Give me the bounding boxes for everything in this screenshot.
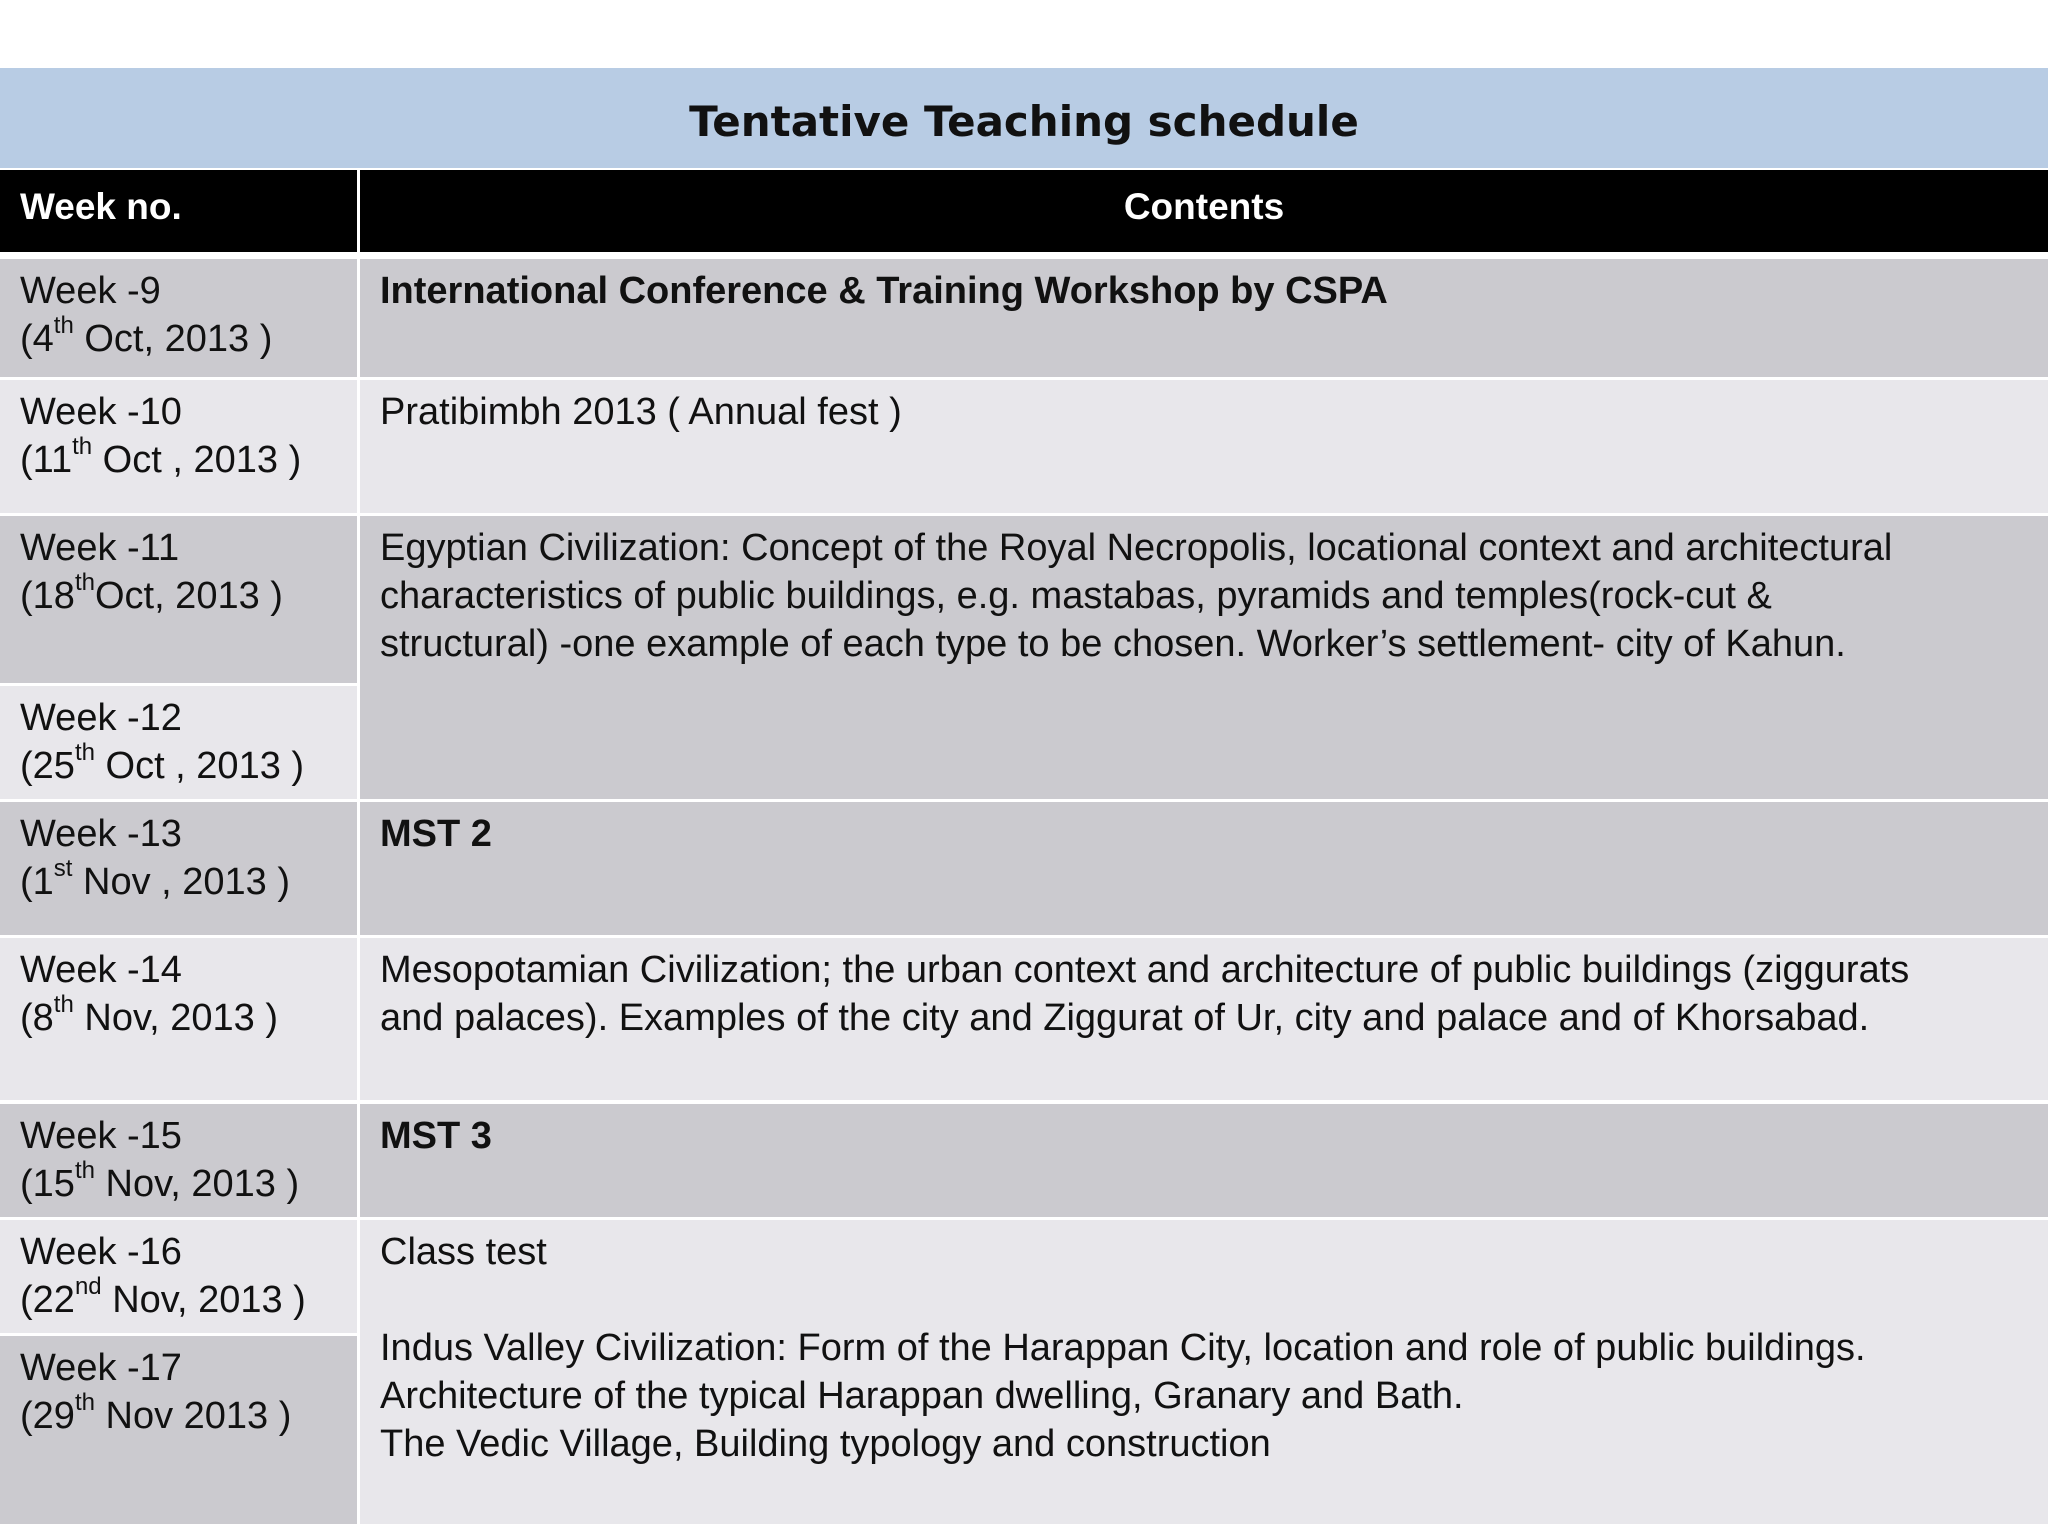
- week-date: (4th Oct, 2013 ): [20, 312, 273, 360]
- week-cell: [0, 802, 357, 935]
- header-contents: Contents: [360, 170, 2048, 252]
- content-text: and palaces). Examples of the city and Ziggurat of Ur, city and palace and of Khorsabad.: [380, 997, 1870, 1039]
- content-text: MST 3: [380, 1115, 492, 1157]
- content-text: The Vedic Village, Building typology and construction: [380, 1423, 1271, 1465]
- week-label: Week -12: [20, 697, 182, 739]
- week-cell: [0, 1220, 357, 1333]
- content-text: Indus Valley Civilization: Form of the Harappan City, location and role of public buildings.: [380, 1327, 1866, 1369]
- content-text: Architecture of the typical Harappan dwelling, Granary and Bath.: [380, 1375, 1464, 1417]
- content-text: MST 2: [380, 813, 492, 855]
- content-text: structural) -one example of each type to be chosen. Worker’s settlement- city of Kahun.: [380, 623, 1846, 665]
- week-label: Week -10: [20, 391, 182, 433]
- content-cell: [360, 516, 2048, 799]
- week-cell: [0, 686, 357, 799]
- week-label: Week -9: [20, 270, 161, 312]
- content-text: Pratibimbh 2013 ( Annual fest ): [380, 391, 902, 433]
- content-cell: [360, 259, 2048, 377]
- week-date: (15th Nov, 2013 ): [20, 1157, 300, 1205]
- week-date: (29th Nov 2013 ): [20, 1389, 292, 1437]
- week-cell: [0, 259, 357, 377]
- week-label: Week -11: [20, 527, 180, 569]
- header-week-no: Week no.: [0, 170, 357, 252]
- week-date: (8th Nov, 2013 ): [20, 991, 278, 1039]
- content-cell: [360, 938, 2048, 1100]
- week-label: Week -14: [20, 949, 182, 991]
- week-label: Week -16: [20, 1231, 182, 1273]
- week-cell: [0, 380, 357, 513]
- week-label: Week -17: [20, 1347, 182, 1389]
- content-cell: [360, 802, 2048, 935]
- week-date: (18thOct, 2013 ): [20, 569, 283, 617]
- week-cell: [0, 938, 357, 1100]
- content-cell: [360, 1220, 2048, 1524]
- content-cell: [360, 380, 2048, 513]
- week-cell: [0, 1336, 357, 1524]
- week-label: Week -15: [20, 1115, 182, 1157]
- content-text: Mesopotamian Civilization; the urban context and architecture of public buildings (ziggurats: [380, 949, 1910, 991]
- week-cell: [0, 516, 357, 683]
- content-text: Class test: [380, 1231, 547, 1273]
- page-title: Tentative Teaching schedule: [689, 96, 1359, 146]
- week-date: (1st Nov , 2013 ): [20, 855, 291, 903]
- content-text: International Conference & Training Workshop by CSPA: [380, 270, 1388, 312]
- content-text: Egyptian Civilization: Concept of the Royal Necropolis, locational context and architectural: [380, 527, 1893, 569]
- week-date: (22nd Nov, 2013 ): [20, 1273, 306, 1321]
- content-cell: [360, 1104, 2048, 1217]
- week-date: (11th Oct , 2013 ): [20, 433, 302, 481]
- content-text: characteristics of public buildings, e.g. mastabas, pyramids and temples(rock-cut &: [380, 575, 1772, 617]
- week-date: (25th Oct , 2013 ): [20, 739, 305, 787]
- spacer: [380, 1276, 2028, 1324]
- week-label: Week -13: [20, 813, 182, 855]
- week-cell: [0, 1104, 357, 1217]
- title-band: [0, 68, 2048, 168]
